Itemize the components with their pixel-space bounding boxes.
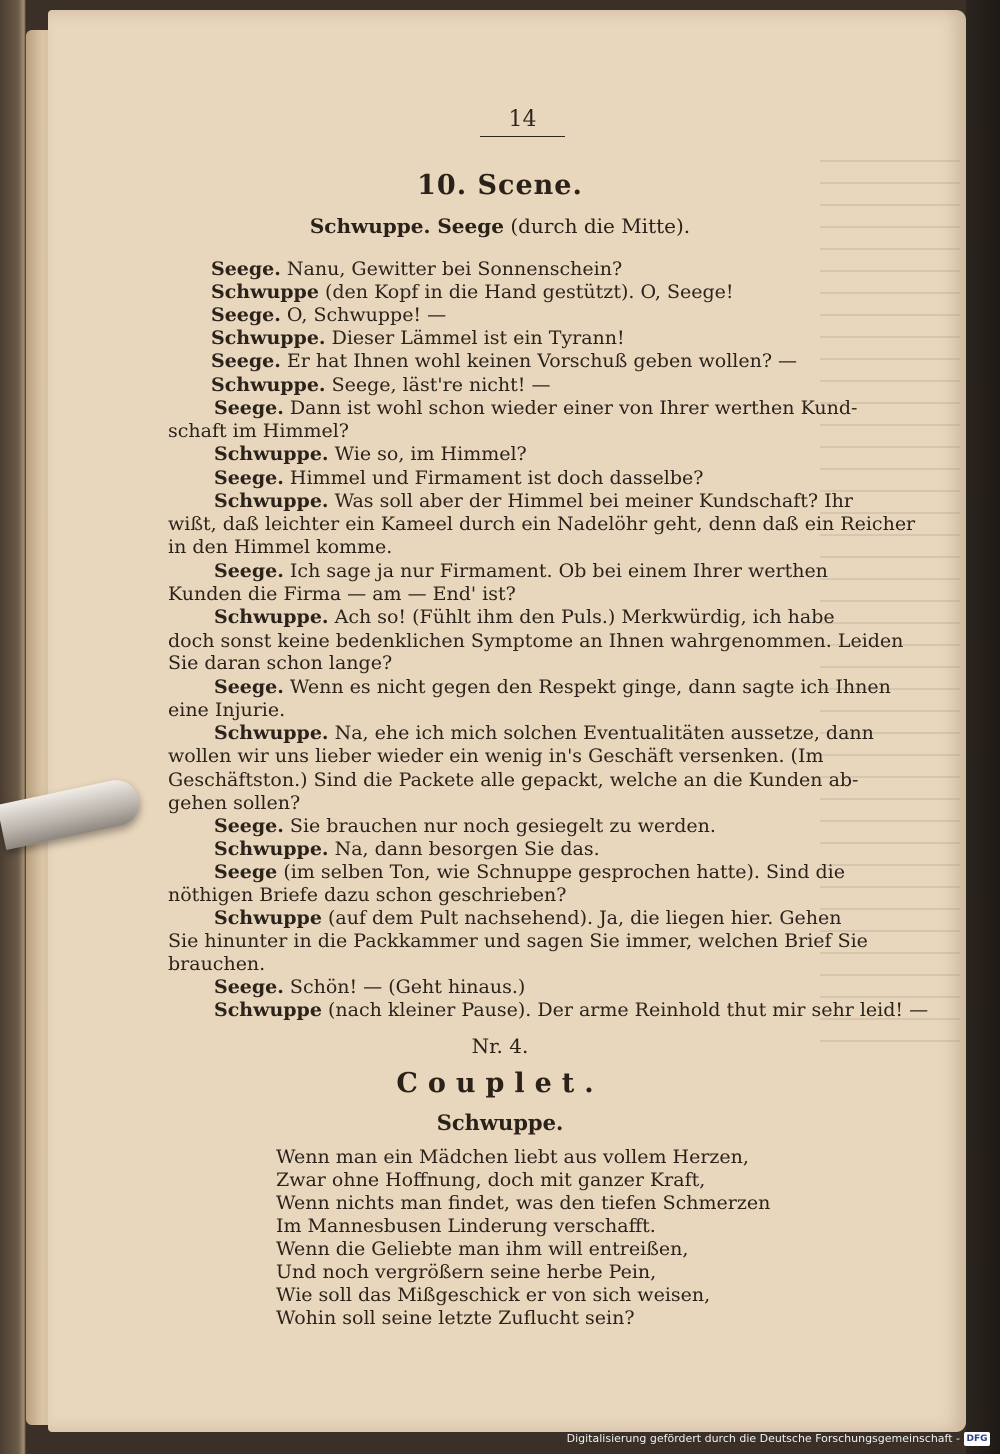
dialogue-text: Er hat Ihnen wohl keinen Vorschuß geben wollen? — (280, 350, 798, 372)
dialogue-line (168, 930, 868, 952)
song-number: Nr. 4. (471, 1034, 529, 1058)
dialogue-line (211, 304, 446, 326)
dialogue-line (211, 327, 625, 349)
speaker-name: Seege. (211, 350, 281, 372)
dialogue-text: Na, ehe ich mich solchen Eventualitäten aussetze, dann (328, 722, 874, 744)
dialogue-line (214, 490, 853, 512)
dialogue-line (168, 513, 915, 535)
speaker-name: Schwuppe (214, 999, 322, 1021)
dialogue-text: Ach so! (Fühlt ihm den Puls.) Merkwürdig, ich habe (328, 606, 835, 628)
verse-line: Wenn nichts man findet, was den tiefen Schmerzen (276, 1192, 771, 1214)
dialogue-text: doch sonst keine bedenklichen Symptome an Ihnen wahrgenommen. Leiden (168, 630, 904, 652)
dialogue-line (214, 838, 600, 860)
dialogue-line (214, 467, 703, 489)
dialogue-text: Himmel und Firmament ist doch dasselbe? (283, 467, 704, 489)
dialogue-text: (im selben Ton, wie Schnuppe gesprochen hatte). Sind die (277, 861, 845, 883)
dialogue-line (211, 350, 797, 372)
dialogue-text: Na, dann besorgen Sie das. (328, 838, 600, 860)
dialogue-line (214, 397, 857, 419)
verse-line: Im Mannesbusen Linderung verschafft. (276, 1215, 656, 1237)
dialogue-text: Wenn es nicht gegen den Respekt ginge, dann sagte ich Ihnen (283, 676, 891, 698)
dialogue-text: Schön! — (Geht hinaus.) (283, 976, 526, 998)
dialogue-line (211, 258, 622, 280)
dialogue-line (214, 676, 891, 698)
verse-line: Wohin soll seine letzte Zuflucht sein? (276, 1307, 635, 1329)
dialogue-line (211, 374, 550, 396)
speaker-name: Seege. (214, 976, 284, 998)
dialogue-text: O, Schwuppe! — (280, 304, 447, 326)
dialogue-line (168, 652, 392, 674)
dialogue-line (168, 953, 265, 975)
dialogue-line (168, 769, 858, 791)
dialogue-line (214, 815, 716, 837)
dialogue-text: Dann ist wohl schon wieder einer von Ihrer werthen Kund- (283, 397, 858, 419)
dialogue-line (168, 745, 823, 767)
couplet-title: Couplet. (396, 1068, 604, 1099)
dialogue-text: Ich sage ja nur Firmament. Ob bei einem Ihrer werthen (283, 560, 828, 582)
dialogue-text: gehen sollen? (168, 792, 301, 814)
dialogue-line (214, 722, 874, 744)
dialogue-text: Sie brauchen nur noch gesiegelt zu werden. (283, 815, 716, 837)
speaker-name: Seege. (214, 560, 284, 582)
speaker-name: Seege. (214, 815, 284, 837)
dialogue-text: Was soll aber der Himmel bei meiner Kundschaft? Ihr (328, 490, 853, 512)
dialogue-line (214, 861, 845, 883)
verse-line: Und noch vergrößern seine herbe Pein, (276, 1261, 657, 1283)
dialogue-text: wollen wir uns lieber wieder ein wenig in's Geschäft versenken. (Im (168, 745, 824, 767)
dialogue-line (168, 536, 392, 558)
verse-line: Wenn man ein Mädchen liebt aus vollem Herzen, (276, 1146, 749, 1168)
dialogue-text: in den Himmel komme. (168, 536, 393, 558)
speaker-name: Schwuppe. (214, 838, 329, 860)
dialogue-line (168, 884, 566, 906)
dialogue-text: Sie hinunter in die Packkammer und sagen Sie immer, welchen Brief Sie (168, 930, 868, 952)
verse-line: Wenn die Geliebte man ihm will entreißen, (276, 1238, 689, 1260)
dialogue-text: (auf dem Pult nachsehend). Ja, die liegen hier. Gehen (321, 907, 842, 929)
dialogue-line (214, 606, 835, 628)
dialogue-line (214, 560, 828, 582)
speaker-name: Schwuppe. (211, 374, 326, 396)
speaker-name: Schwuppe. (211, 327, 326, 349)
footer-credit: Digitalisierung gefördert durch die Deutsche Forschungsgemeinschaft - (566, 1432, 960, 1445)
dialogue-line (214, 443, 527, 465)
verse-line: Zwar ohne Hoffnung, doch mit ganzer Kraft, (276, 1169, 706, 1191)
dialogue-text: Sie daran schon lange? (168, 652, 393, 674)
speaker-name: Schwuppe. (214, 443, 329, 465)
dialogue-text: schaft im Himmel? (168, 420, 349, 442)
scene-title: 10. Scene. (417, 170, 583, 201)
dialogue-text: Dieser Lämmel ist ein Tyrann! (325, 327, 625, 349)
dialogue-line (168, 699, 285, 721)
dialogue-line (168, 420, 349, 442)
speaker-name: Seege. (214, 397, 284, 419)
dialogue-text: (nach kleiner Pause). Der arme Reinhold thut mir sehr leid! — (321, 999, 929, 1021)
dialogue-text: brauchen. (168, 953, 266, 975)
dialogue-line (214, 999, 928, 1021)
dialogue-text: (den Kopf in die Hand gestützt). O, Seege! (318, 281, 734, 303)
dialogue-text: Wie so, im Himmel? (328, 443, 527, 465)
speaker-name: Seege. (211, 304, 281, 326)
speaker-name: Schwuppe. (214, 722, 329, 744)
speaker-name: Schwuppe (211, 281, 319, 303)
dialogue-line (168, 630, 903, 652)
dialogue-text: eine Injurie. (168, 699, 286, 721)
page-number: 14 (480, 107, 565, 137)
dialogue-line (214, 976, 525, 998)
scene-cast (0, 214, 1000, 238)
dialogue-line (168, 583, 516, 605)
speaker-name: Schwuppe. (214, 606, 329, 628)
dialogue-text: Geschäftston.) Sind die Packete alle gepackt, welche an die Kunden ab- (168, 769, 859, 791)
dialogue-text: nöthigen Briefe dazu schon geschrieben? (168, 884, 567, 906)
speaker-name: Schwuppe. (214, 490, 329, 512)
speaker-name: Schwuppe (214, 907, 322, 929)
dialogue-line (214, 907, 841, 929)
dialogue-text: Nanu, Gewitter bei Sonnenschein? (280, 258, 623, 280)
speaker-name: Seege. (214, 676, 284, 698)
dfg-logo: DFG (964, 1432, 990, 1446)
speaker-name: Seege. (214, 467, 284, 489)
dialogue-line (211, 281, 734, 303)
dialogue-text: Kunden die Firma — am — End' ist? (168, 583, 516, 605)
speaker-name: Seege. (211, 258, 281, 280)
couplet-speaker: Schwuppe. (436, 1110, 564, 1135)
cast-speakers: Schwuppe. Seege (309, 214, 504, 238)
speaker-name: Seege (214, 861, 278, 883)
dialogue-line (168, 792, 300, 814)
verse-line: Wie soll das Mißgeschick er von sich weisen, (276, 1284, 711, 1306)
dialogue-text: wißt, daß leichter ein Kameel durch ein Nadelöhr geht, denn daß ein Reicher (168, 513, 916, 535)
dialogue-text: Seege, läst're nicht! — (325, 374, 551, 396)
cast-direction: (durch die Mitte). (510, 214, 691, 238)
